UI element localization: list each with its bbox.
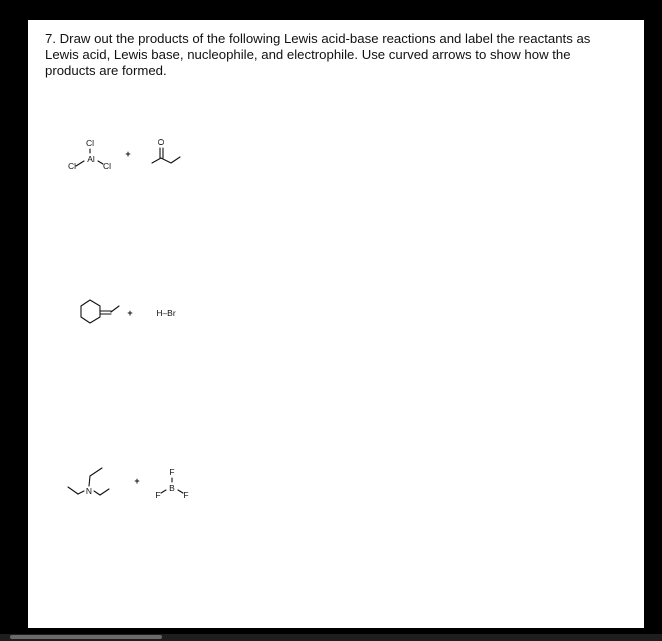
atom-f-right: F [183,490,189,500]
ethyl-right-n-bond [94,491,100,495]
hbr-formula: H–Br [156,308,176,318]
bf3-structure [155,467,188,500]
butanone-structure [152,138,180,163]
plus-sign-1: + [125,149,131,159]
scrollbar-thumb[interactable] [10,635,162,639]
question-text: 7. Draw out the products of the following Lewis acid-base reactions and label the reactants as Lewis acid, Lewis base, nucleophile, and electrophile. Use curved arrows to show how the products are formed. [45,31,591,78]
butanone-skeleton [152,157,180,163]
ethyl-right-ch3-bond [100,489,109,495]
atom-nitrogen: N [85,486,93,496]
plus-sign-2: + [127,308,133,318]
ethyl-left-ch3-bond [68,487,78,494]
atom-cl-left: Cl [67,161,77,171]
atom-cl-top: Cl [85,138,95,148]
ethylidene-cyclohexane-structure [81,300,119,323]
atom-boron: B [169,483,175,493]
reaction-2 [81,300,176,323]
horizontal-scrollbar[interactable] [0,634,662,641]
bond-al-cl-left [76,161,84,166]
cyclohexane-ring [81,300,100,323]
atom-al: Al [87,154,95,164]
ethyl-left-n-bond [78,491,84,494]
atom-f-left: F [155,490,161,500]
ethyl-up-n-bond [89,476,90,486]
atom-cl-right: Cl [102,161,112,171]
reaction-scheme-canvas [28,20,644,628]
ethyl-up-ch3-bond [90,468,102,476]
bond-b-f-right [178,490,183,493]
bond-b-f-left [161,490,166,493]
triethylamine-structure [68,468,109,496]
atom-oxygen: O [156,138,166,146]
atom-f-top: F [169,467,175,477]
methyl-bond [111,306,119,312]
reaction-3 [68,467,189,500]
alcl3-structure [68,138,111,171]
document-page [28,20,644,628]
plus-sign-3: + [134,476,140,486]
reaction-1 [68,138,180,171]
